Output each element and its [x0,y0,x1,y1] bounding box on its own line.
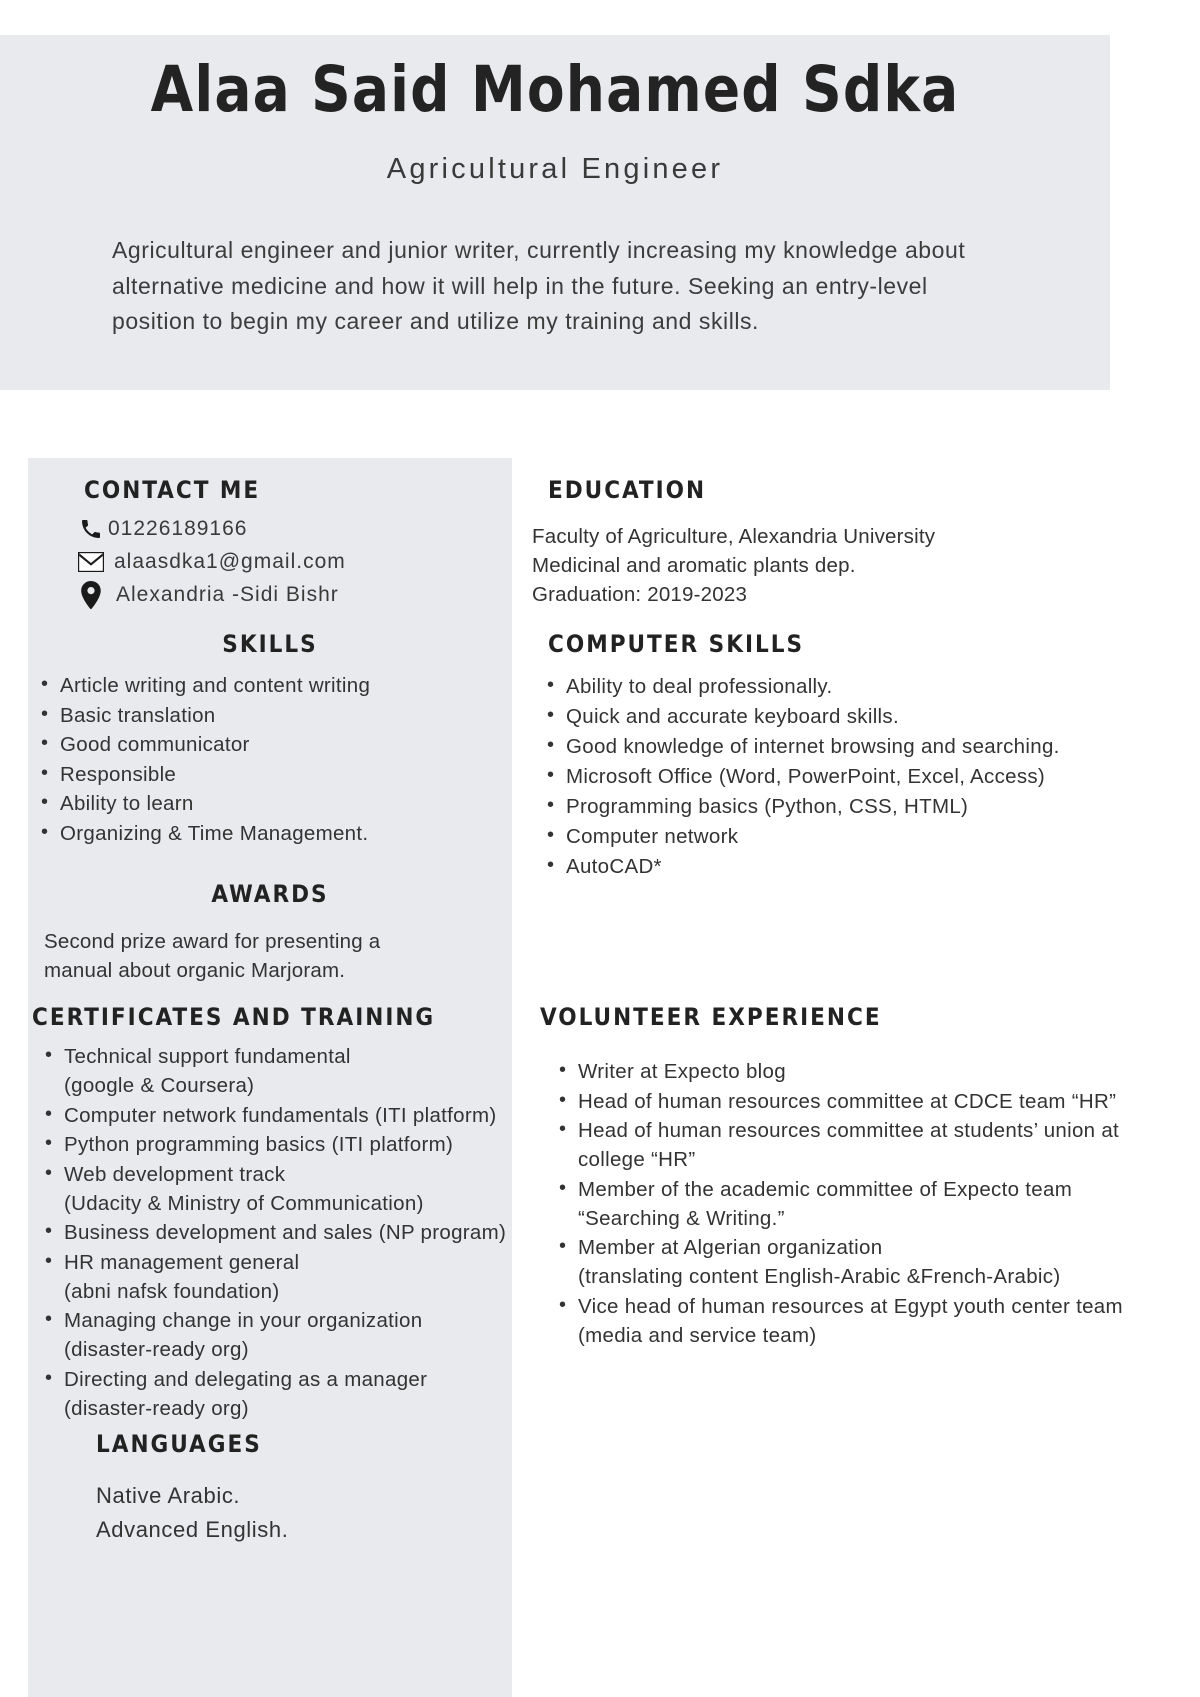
list-item [64,1248,528,1306]
contact-list [28,512,512,611]
professional-summary: Agricultural engineer and junior writer, currently increasing my knowledge about alternative medicine and how it will help in the future. Seeking an entry-level position to begin my career and utilize my training and skills. [112,237,966,334]
contact-row-phone[interactable] [74,512,512,545]
volunteer-detail: college “HR” [578,1148,696,1171]
volunteer-section [530,1003,1150,1350]
skills-heading: SKILLS [222,630,318,658]
certificate-title: • Python programming basics (ITI platform) [64,1133,454,1156]
volunteer-detail: “Searching & Writing.” [578,1206,785,1230]
email-icon [74,552,108,572]
certificate-title: • HR management general [64,1250,300,1274]
contact-section [28,476,512,611]
certificate-title: • Computer network fundamentals (ITI platform) [64,1103,497,1127]
volunteer-role: • Vice head of human resources at Egypt youth center team [578,1294,1123,1318]
awards-line-2: manual about organic Marjoram. [44,959,346,982]
list-item: • Good knowledge of internet browsing and searching. [566,732,1130,762]
list-item: • Good communicator [60,730,512,759]
left-column [28,458,512,1697]
volunteer-role: • Member at Algerian organization [578,1236,883,1259]
list-item [64,1042,528,1100]
certificate-title: • Business development and sales (NP program) [64,1221,507,1244]
awards-section [28,880,512,985]
certificates-list [28,1042,528,1423]
certificate-provider: (Udacity & Ministry of Communication) [64,1191,424,1215]
certificate-title: • Technical support fundamental [64,1045,351,1068]
certificates-heading: CERTIFICATES AND TRAINING [32,1003,436,1031]
volunteer-heading: VOLUNTEER EXPERIENCE [540,1003,882,1031]
list-item: • Responsible [60,760,512,789]
skills-section [28,630,512,848]
location-text: Alexandria -Sidi Bishr [116,582,339,606]
contact-row-email[interactable] [74,545,512,578]
volunteer-list [530,1057,1150,1350]
list-item [578,1233,1150,1291]
list-item: • Microsoft Office (Word, PowerPoint, Excel, Access) [566,762,1130,792]
awards-heading: AWARDS [211,880,329,908]
phone-icon [74,517,108,541]
list-item [578,1292,1150,1350]
list-item: • AutoCAD* [566,852,1130,882]
list-item [578,1087,1150,1116]
page-title: Alaa Said Mohamed Sdka [150,53,960,126]
list-item: • Article writing and content writing [60,671,512,700]
education-section [530,476,1130,609]
list-item: • Quick and accurate keyboard skills. [566,702,1130,732]
list-item [578,1175,1150,1233]
list-item [64,1130,528,1159]
certificate-title: • Web development track [64,1162,286,1186]
computer-skills-heading: COMPUTER SKILLS [548,630,805,658]
location-pin-icon [74,581,108,609]
certificates-section [28,1003,528,1423]
computer-skills-section [530,630,1130,882]
right-column [530,458,1130,1697]
education-line: Medicinal and aromatic plants dep. [532,554,856,577]
education-line: Faculty of Agriculture, Alexandria University [532,525,936,548]
list-item: • Programming basics (Python, CSS, HTML) [566,792,1130,822]
volunteer-role: • Head of human resources committee at CDCE team “HR” [578,1089,1117,1113]
skills-list [28,671,512,848]
list-item [64,1160,528,1218]
list-item: • Computer network [566,822,1130,852]
awards-line-1: Second prize award for presenting a [44,930,381,953]
volunteer-detail: (translating content English-Arabic &French-Arabic) [578,1265,1061,1288]
volunteer-detail: (media and service team) [578,1323,817,1347]
certificate-provider: (disaster-ready org) [64,1396,249,1420]
certificate-provider: (google & Coursera) [64,1074,255,1097]
education-line: Graduation: 2019-2023 [532,583,748,606]
header-band [0,35,1110,390]
phone-number: 01226189166 [108,516,248,540]
list-item: • Ability to learn [60,789,512,818]
list-item [64,1306,528,1364]
list-item [64,1218,528,1247]
list-item: • Organizing & Time Management. [60,819,512,848]
job-title: Agricultural Engineer [386,153,724,185]
list-item [578,1057,1150,1086]
list-item: • Basic translation [60,701,512,730]
language-item: Advanced English. [96,1517,289,1542]
education-heading: EDUCATION [548,476,707,504]
list-item [64,1101,528,1130]
certificate-provider: (disaster-ready org) [64,1338,249,1361]
volunteer-role: • Head of human resources committee at students’ union at [578,1119,1120,1142]
list-item [578,1116,1150,1174]
language-item: Native Arabic. [96,1483,241,1508]
certificate-title: • Directing and delegating as a manager [64,1367,428,1391]
contact-heading: CONTACT ME [84,476,261,504]
certificate-title: • Managing change in your organization [64,1309,423,1332]
list-item: • Ability to deal professionally. [566,672,1130,702]
languages-heading: LANGUAGES [96,1430,262,1458]
volunteer-role: • Member of the academic committee of Expecto team [578,1177,1073,1201]
email-address: alaasdka1@gmail.com [114,549,346,573]
contact-row-location[interactable] [74,578,512,611]
computer-skills-list [530,672,1130,882]
certificate-provider: (abni nafsk foundation) [64,1279,280,1303]
volunteer-role: • Writer at Expecto blog [578,1060,786,1083]
list-item [64,1365,528,1423]
languages-section [28,1430,512,1547]
